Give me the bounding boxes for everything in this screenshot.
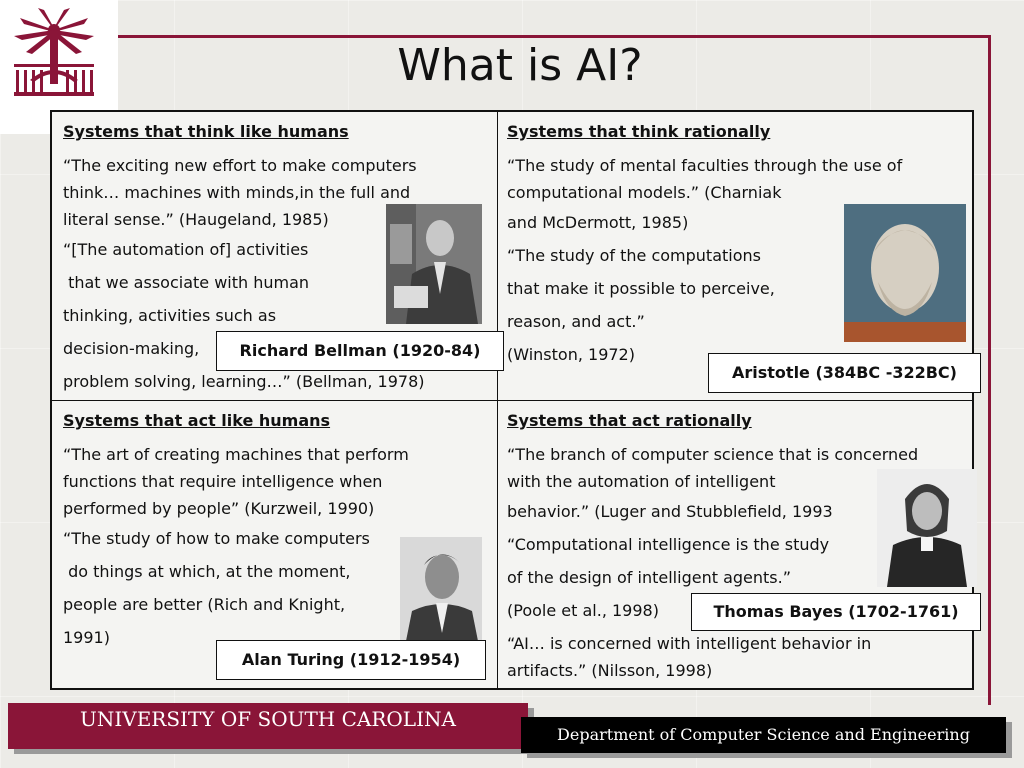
cell-line: do things at which, at the moment,: [63, 562, 351, 581]
cell-line: people are better (Rich and Knight,: [63, 595, 346, 614]
aristotle-caption: Aristotle (384BC -322BC): [708, 353, 981, 393]
cell-line: that we associate with human: [63, 273, 310, 292]
bayes-photo: [877, 469, 977, 587]
cell-line: “AI… is concerned with intelligent behavior in: [507, 634, 872, 653]
slide-title: What is AI?: [397, 40, 643, 91]
cell-heading: Systems that act rationally: [507, 411, 752, 430]
cell-line: computational models.” (Charniak: [507, 183, 782, 202]
cell-heading: Systems that act like humans: [63, 411, 331, 430]
cell-heading: Systems that think rationally: [507, 122, 771, 141]
turing-photo: [400, 537, 482, 641]
cell-line: (Winston, 1972): [507, 345, 635, 364]
cell-line: “The branch of computer science that is concerned: [507, 445, 919, 464]
department-banner: Department of Computer Science and Engineering: [521, 717, 1006, 753]
cell-heading: Systems that think like humans: [63, 122, 349, 141]
cell-line: that make it possible to perceive,: [507, 279, 775, 298]
cell-line: of the design of intelligent agents.”: [507, 568, 791, 587]
frame-top-line: [118, 35, 991, 38]
cell-line: 1991): [63, 628, 110, 647]
cell-line: behavior.” (Luger and Stubblefield, 1993: [507, 502, 833, 521]
frame-right-line: [988, 35, 991, 705]
university-banner: UNIVERSITY OF SOUTH CAROLINA: [8, 703, 528, 749]
cell-line: literal sense.” (Haugeland, 1985): [63, 210, 329, 229]
aristotle-photo: [844, 204, 966, 342]
cell-line: with the automation of intelligent: [507, 472, 776, 491]
cell-line: problem solving, learning…” (Bellman, 1978): [63, 372, 425, 391]
turing-caption: Alan Turing (1912-1954): [216, 640, 486, 680]
cell-line: and McDermott, 1985): [507, 213, 689, 232]
bayes-caption: Thomas Bayes (1702-1761): [691, 593, 981, 631]
cell-line: “[The automation of] activities: [63, 240, 309, 259]
grid-horizontal-divider: [52, 400, 972, 401]
cell-line: “The study of mental faculties through the use of: [507, 156, 903, 175]
cell-line: think… machines with minds,in the full and: [63, 183, 411, 202]
cell-line: thinking, activities such as: [63, 306, 277, 325]
cell-line: artifacts.” (Nilsson, 1998): [507, 661, 713, 680]
cell-line: performed by people” (Kurzweil, 1990): [63, 499, 375, 518]
cell-line: reason, and act.”: [507, 312, 645, 331]
cell-line: “The study of how to make computers: [63, 529, 370, 548]
cell-line: “The exciting new effort to make computers: [63, 156, 417, 175]
cell-line: decision-making,: [63, 339, 200, 358]
cell-line: functions that require intelligence when: [63, 472, 383, 491]
cell-line: “The art of creating machines that perform: [63, 445, 409, 464]
cell-line: (Poole et al., 1998): [507, 601, 659, 620]
bellman-photo: [386, 204, 482, 324]
bellman-caption: Richard Bellman (1920-84): [216, 331, 504, 371]
cell-line: “Computational intelligence is the study: [507, 535, 830, 554]
cell-line: “The study of the computations: [507, 246, 761, 265]
